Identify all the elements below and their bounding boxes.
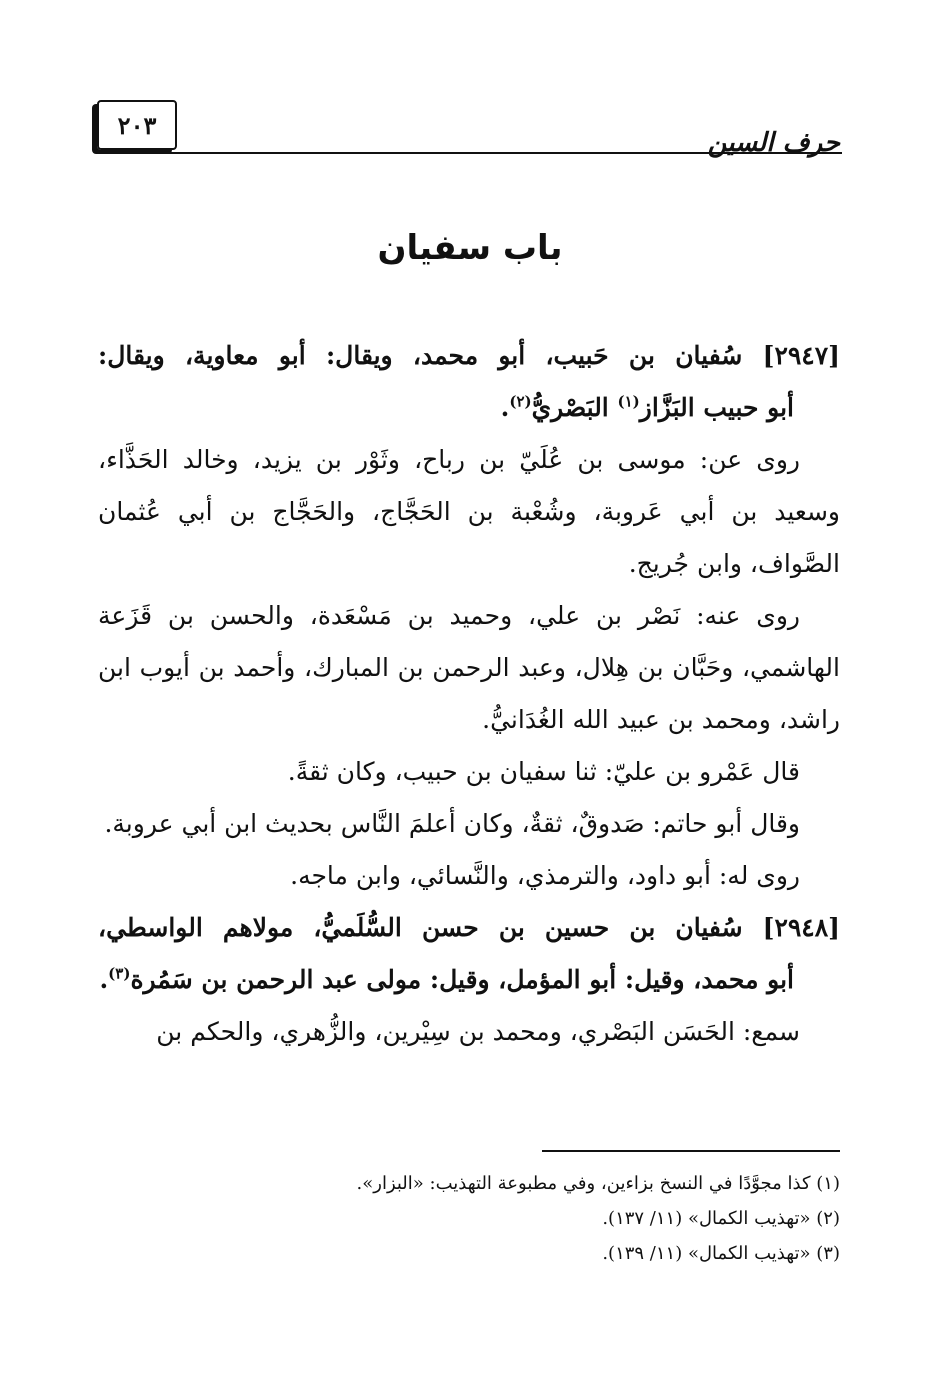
footnote-1: (١) كذا مجوَّدًا في النسخ بزاءين، وفي مطبوعة التهذيب: «البزار». xyxy=(356,1173,840,1194)
page-number-box xyxy=(97,100,177,150)
entry-2947-narrated-by: روى عنه: نَصْر بن علي، وحميد بن مَسْعَدة، والحسن بن قَزَعة الهاشمي، وحَبَّان بن هِلال، وعبد الرحمن بن المبارك، وأحمد بن أيوب ابن راشد، ومحمد بن عبيد الله الغُدَانيُّ. xyxy=(98,601,841,734)
header-rule xyxy=(97,152,842,154)
entry-2947-amr-statement: قال عَمْرو بن عليّ: ثنا سفيان بن حبيب، وكان ثقةً. xyxy=(287,757,800,786)
entry-2947-heading-line2 xyxy=(98,382,840,434)
entry-2947-heading-line1: [٢٩٤٧] سُفيان بن حَبيب، أبو محمد، ويقال: أبو معاوية، ويقال: xyxy=(98,341,840,370)
entry-2947-name-part: أبو حبيب البَزَّاز xyxy=(639,393,794,422)
footnote-rule xyxy=(542,1150,840,1152)
entry-2948-heading-line1: [٢٩٤٨] سُفيان بن حسين بن حسن السُّلَميُّ، مولاهم الواسطي، xyxy=(98,913,840,942)
entry-2948-heading-text: أبو محمد، وقيل: أبو المؤمل، وقيل: مولى عبد الرحمن بن سَمُرة xyxy=(130,965,794,994)
footnote-3: (٣) «تهذيب الكمال» (١١/ ١٣٩). xyxy=(602,1243,840,1264)
entry-2947-abu-hatim-statement: وقال أبو حاتم: صَدوقٌ، ثقةٌ، وكان أعلمَ النَّاس بحديث ابن أبي عروبة. xyxy=(104,809,800,838)
entry-2947-heading-end: . xyxy=(500,393,510,422)
page-number: ٢٠٣ xyxy=(117,110,157,140)
footnotes xyxy=(98,1166,840,1271)
entry-2948-heading xyxy=(98,902,840,1006)
footnote-2: (٢) «تهذيب الكمال» (١١/ ١٣٧). xyxy=(602,1208,840,1229)
chapter-title: باب سفيان xyxy=(377,228,563,268)
footnote-ref-1[interactable]: (١) xyxy=(617,392,640,411)
footnote-ref-2[interactable]: (٢) xyxy=(509,392,532,411)
entry-2948-heading-rest xyxy=(98,954,840,1006)
entry-2948-heard-from: سمع: الحَسَن البَصْري، ومحمد بن سِيْرين، والزُّهري، والحكم بن xyxy=(156,1017,800,1046)
entry-2947-narrated-from: روى عن: موسى بن عُلَيّ بن رباح، وثَوْر بن يزيد، وخالد الحَذَّاء، وسعيد بن أبي عَروبة، وشُعْبة بن الحَجَّاج، والحَجَّاج بن أبي عُثمان الصَّواف، وابن جُريج. xyxy=(98,445,840,578)
entry-2947-heading xyxy=(98,330,840,434)
entry-2947-nisba: البَصْريُّ xyxy=(531,393,618,422)
entry-2947-narrated-in: روى له: أبو داود، والترمذي، والنَّسائي، وابن ماجه. xyxy=(290,861,800,890)
running-title: حرف السين xyxy=(707,128,840,158)
main-text xyxy=(98,330,840,1058)
entry-2948-heading-end: . xyxy=(99,965,109,994)
footnote-ref-3[interactable]: (٣) xyxy=(108,964,131,983)
